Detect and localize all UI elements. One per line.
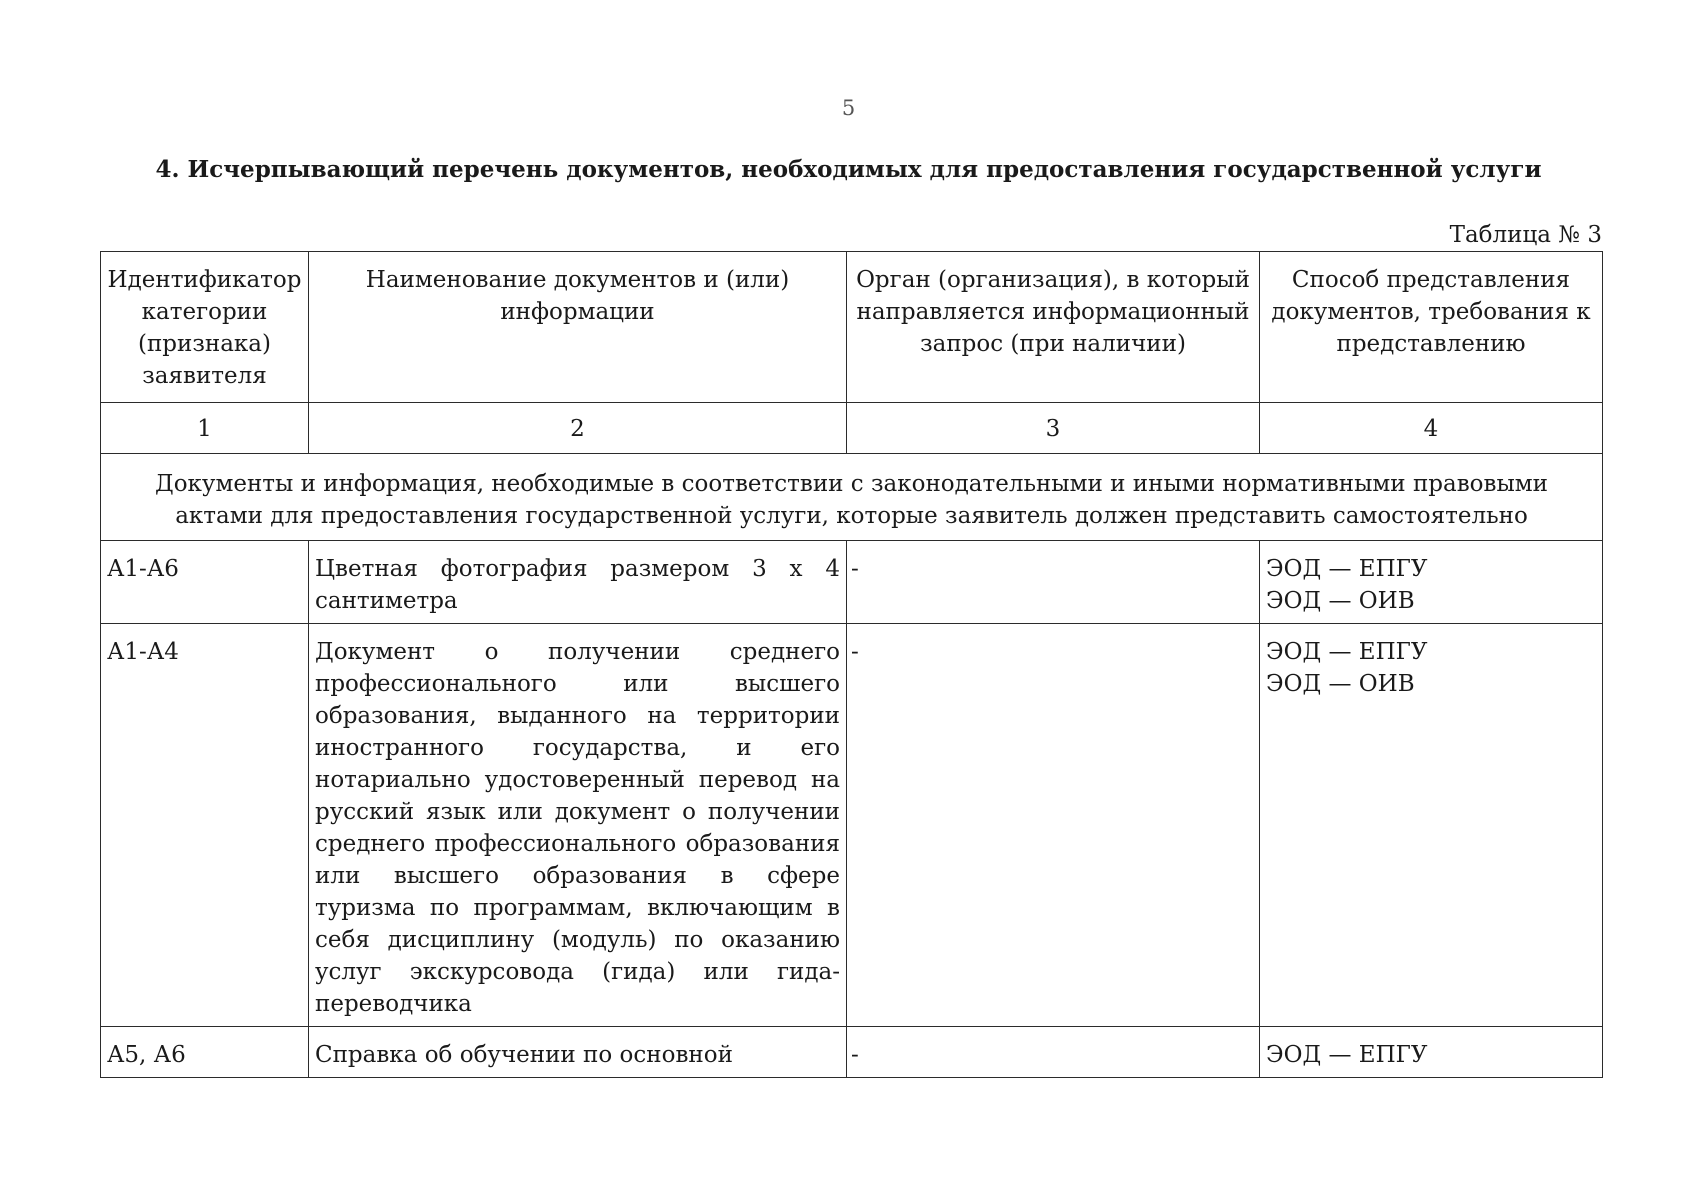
header-document-name: Наименование документов и (или) информации <box>309 252 847 403</box>
column-number-4: 4 <box>1260 403 1603 454</box>
submission-method-line: ЭОД — ЕПГУ <box>1266 556 1428 582</box>
row-document-name: Справка об обучении по основной <box>309 1027 847 1078</box>
row-applicant-id: А1-А4 <box>101 624 309 1027</box>
row-request-organ: - <box>847 541 1260 624</box>
header-submission-method: Способ представления документов, требования к представлению <box>1260 252 1603 403</box>
section-title: 4. Исчерпывающий перечень документов, необходимых для предоставления государственной услуги <box>155 156 1542 183</box>
submission-method-line: ЭОД — ОИВ <box>1266 588 1415 614</box>
table-row <box>101 624 1603 1027</box>
column-number-2: 2 <box>309 403 847 454</box>
table-row <box>101 1027 1603 1078</box>
row-document-name: Документ о получении среднего профессионального или высшего образования, выданного на территории иностранного государства, и его нотариально удостоверенный перевод на русский язык или документ о получении среднего профессионального образования или высшего образования в сфере туризма по программам, включающим в себя дисциплину (модуль) по оказанию услуг экскурсовода (гида) или гида-переводчика <box>309 624 847 1027</box>
header-request-organ: Орган (организация), в который направляется информационный запрос (при наличии) <box>847 252 1260 403</box>
row-applicant-id: А5, А6 <box>101 1027 309 1078</box>
table-row <box>101 541 1603 624</box>
submission-method-line: ЭОД — ЕПГУ <box>1266 1042 1428 1068</box>
row-applicant-id: А1-А6 <box>101 541 309 624</box>
row-submission-method <box>1260 624 1603 1027</box>
table-caption: Таблица № 3 <box>1449 222 1602 248</box>
row-request-organ: - <box>847 624 1260 1027</box>
submission-method-line: ЭОД — ЕПГУ <box>1266 639 1428 665</box>
header-applicant-id: Идентификатор категории (признака) заявителя <box>101 252 309 403</box>
row-request-organ: - <box>847 1027 1260 1078</box>
column-number-1: 1 <box>101 403 309 454</box>
group-heading: Документы и информация, необходимые в соответствии с законодательными и иными нормативными правовыми актами для предоставления государственной услуги, которые заявитель должен представить самостоятельно <box>101 454 1603 541</box>
page-number: 5 <box>841 96 856 120</box>
row-submission-method <box>1260 541 1603 624</box>
group-heading-row <box>101 454 1603 541</box>
column-number-row <box>101 403 1603 454</box>
submission-method-line: ЭОД — ОИВ <box>1266 671 1415 697</box>
row-submission-method <box>1260 1027 1603 1078</box>
column-number-3: 3 <box>847 403 1260 454</box>
header-row <box>101 252 1603 403</box>
documents-table <box>100 251 1603 1078</box>
row-document-name: Цветная фотография размером 3 х 4 сантиметра <box>309 541 847 624</box>
